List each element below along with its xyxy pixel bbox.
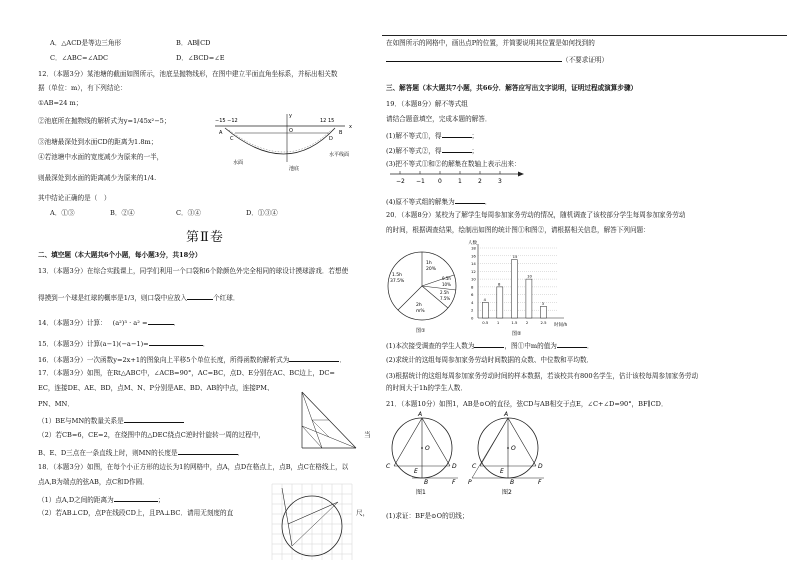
q19-part1: (1)解不等式①，得: [386, 132, 442, 140]
bar-value-label: 3: [541, 300, 545, 306]
nl-tick-5: 3: [498, 178, 502, 185]
pond-d: D: [329, 136, 333, 142]
pie-value-25h: 7.5%: [440, 296, 451, 301]
bar-category-label: 0.5: [482, 320, 489, 325]
q18-cont-tail: （不要求证明）: [562, 56, 609, 64]
pie-label-15h: 1.5h: [392, 273, 403, 278]
q17-blank-2[interactable]: [178, 447, 238, 455]
q17-part2: B、E、D三点在一条直线上时，则MN的长度是: [38, 449, 178, 457]
bar-1: [497, 287, 503, 318]
svg-text:C: C: [386, 463, 391, 470]
q17-tail: ．: [237, 449, 245, 457]
svg-text:C: C: [472, 463, 477, 470]
bar-ytick-label: 10: [471, 276, 476, 282]
q12-line-6: ④若池塘中水面的宽度减少为原来的一半，: [38, 153, 164, 161]
bar-ytick-label: 6: [471, 292, 474, 298]
q11-option-a: A．△ACD是等边三角形: [50, 39, 122, 47]
q17-blank-1[interactable]: [124, 415, 184, 423]
q19-blank-2[interactable]: [442, 145, 472, 153]
q13-text: 得摸到一个球是红球的概率是1/3，则口袋中应放入: [38, 294, 188, 302]
pie-label-25h: 2.5h: [440, 290, 449, 295]
q13-line-2: [38, 292, 239, 303]
q13-tail: 个红球．: [213, 294, 240, 302]
svg-text:F: F: [538, 479, 542, 486]
q15-line: [38, 338, 209, 349]
q16-line: [38, 354, 346, 365]
q20-part1-tail: ．: [586, 342, 594, 350]
bar-value-label: 8: [498, 281, 501, 287]
svg-text:E: E: [500, 468, 504, 475]
q15-blank[interactable]: [149, 338, 203, 346]
bar-ytick-label: 4: [471, 299, 474, 305]
fig1-caption: 图1: [416, 489, 426, 496]
q18-part1-tail: ；: [157, 496, 165, 504]
pond-water-label: 水面: [233, 160, 244, 166]
q12-line-7: 则最深处到水面的距离减少为原来的1/4.: [38, 174, 157, 182]
pie-caption: 图①: [416, 328, 426, 334]
q18-figure: [268, 480, 354, 564]
pie-label-1h: 1h: [426, 261, 432, 266]
bar-value-label: 15: [512, 254, 518, 260]
q19-blank-1[interactable]: [442, 130, 472, 138]
bar-value-label: 10: [527, 273, 532, 279]
pond-tick-right: 12 15: [320, 118, 335, 124]
nl-tick-3: 1: [458, 178, 462, 185]
q17-line-4: [38, 415, 184, 426]
bar-value-label: 4: [483, 296, 486, 302]
q18-blank[interactable]: [114, 494, 158, 502]
q20-line-6: 的时间大于1h的学生人数．: [386, 384, 467, 392]
svg-text:P: P: [468, 479, 472, 486]
nl-tick-2: 0: [438, 178, 442, 185]
svg-text:F: F: [452, 479, 456, 486]
q17-line-3: PN、MN．: [38, 400, 74, 408]
bar-ytick-label: 14: [471, 261, 476, 267]
q11-option-b: B．AB∥CD: [176, 39, 211, 47]
q21-figure-1: [382, 410, 462, 496]
q16-text: 16．（本题3分）一次函数y=2x+1的图象向上平移5个单位长度，所得函数的解析式为: [38, 356, 290, 364]
svg-text:A: A: [504, 411, 509, 418]
q17-figure: [296, 388, 362, 454]
pond-a: A: [219, 130, 223, 136]
pond-c: C: [230, 136, 234, 142]
bar-caption: 图②: [512, 331, 522, 337]
q14-blank[interactable]: [148, 317, 174, 325]
pond-level-label: 水平线面: [329, 152, 350, 158]
pie-value-05h: 10%: [442, 282, 451, 287]
q12-option-a: A．①③: [50, 209, 75, 217]
q16-tail: ．: [339, 356, 346, 364]
nl-tick-4: 2: [478, 178, 482, 185]
q18-cont-line-2: [386, 54, 608, 65]
bar-1.5: [511, 260, 517, 318]
q13-blank[interactable]: [187, 292, 213, 300]
pie-value-1h: 20%: [426, 267, 437, 272]
q14-expr: (a²)³ · a² =: [112, 319, 148, 327]
pond-figure: [205, 112, 355, 174]
bar-ytick-label: 8: [471, 284, 474, 290]
section3-header: 三、解答题（本大题共7小题，共66分．解答应写出文字说明，证明过程或演算步骤）: [386, 84, 638, 92]
q17-line-5-tail: 当: [364, 431, 371, 439]
q14-text: 14．（本题3分）计算：: [38, 319, 107, 327]
pond-origin: O: [289, 128, 293, 134]
right-column: [382, 0, 800, 566]
pond-x: x: [349, 124, 352, 130]
svg-text:D: D: [452, 463, 457, 470]
q15-text: 15．（本题3分）计算(a−1)(−a−1)=: [38, 340, 149, 348]
q12-line-4: ②池底所在抛物线的解析式为y=1/45x²−5；: [38, 117, 171, 125]
q17-line-5: （2）若CB=6，CE=2，在绕图中的△DEC绕点C逆时针旋转一周的过程中，: [38, 431, 265, 439]
bar-0.5: [482, 302, 488, 318]
q21-figure-2: [468, 410, 548, 496]
q12-line-2: 据（单位：m），有下列结论：: [38, 84, 127, 92]
q18-cont-blank[interactable]: [386, 54, 562, 62]
q19-line-4: [386, 145, 478, 156]
q18-cont-line-1: 在如图所示的网格中，画出点P的位置，并简要说明其位置是如何找到的: [386, 39, 595, 47]
number-line: [388, 168, 528, 188]
q20-line-1: 20．（本题8分）某校为了解学生每周参加家务劳动的情况，随机调查了该校部分学生每周参加家务劳动: [386, 211, 686, 219]
bar-ytick-label: 0: [471, 315, 474, 321]
pond-y: y: [289, 113, 292, 119]
section2-header: 二、填空题（本大题共6个小题，每小题3分，共18分）: [38, 251, 202, 259]
q19-blank-4[interactable]: [455, 196, 485, 204]
q17-part1: （1）BE与MN的数量关系是: [38, 417, 124, 425]
nl-tick-1: −1: [416, 178, 425, 185]
q16-blank[interactable]: [289, 354, 339, 362]
bar-category-label: 1: [496, 320, 500, 325]
q19-part1-tail: ；: [471, 132, 479, 140]
pie-label-2h: 2h: [416, 303, 422, 308]
q19-line-3: [386, 130, 478, 141]
svg-text:E: E: [414, 468, 418, 475]
q19-line-1: 19．（本题8分）解不等式组: [386, 100, 468, 108]
q18-line-3: [38, 494, 164, 505]
svg-text:B: B: [424, 479, 429, 486]
q18-line-4-tail: 尺，: [356, 509, 370, 517]
q18-line-2: 点A,B为端点的弦AB，点C和D作圆．: [38, 478, 149, 486]
fig2-caption: 图2: [502, 489, 512, 496]
bar-2: [526, 279, 532, 318]
q19-part4: (4)原不等式组的解集为: [386, 198, 455, 206]
q12-option-d: D．①③④: [246, 209, 278, 217]
pie-chart: [386, 246, 462, 336]
q12-option-c: C．③④: [176, 209, 201, 217]
q12-line-3: ①AB=24 m；: [38, 99, 83, 107]
q15-tail: ．: [202, 340, 210, 348]
q18-line-1: 18．（本题3分）如图，在每个小正方形的边长为1的网格中，点A，点D在格点上，点B，点C在格线上，以: [38, 463, 349, 471]
bar-2.5: [540, 306, 546, 318]
q21-line-2: (1)求证：BF是⊙O的切线；: [386, 512, 469, 520]
bar-category-label: 2.5: [540, 320, 547, 325]
q11-option-c: C．∠ABC=∠ADC: [50, 54, 109, 62]
bar-ytick-label: 16: [471, 253, 476, 259]
q19-part4-tail: ．: [484, 198, 492, 206]
q12-option-b: B．②④: [110, 209, 135, 217]
q19-part2: (2)解不等式②，得: [386, 147, 442, 155]
bar-category-label: 2: [525, 320, 529, 325]
q19-part2-tail: ；: [471, 147, 479, 155]
q12-line-5: ③池塘最深处到水面CD的距离为1.8m；: [38, 138, 158, 146]
nl-tick-0: −2: [396, 178, 405, 185]
q19-line-6: [386, 196, 491, 207]
svg-text:O: O: [511, 445, 516, 452]
pond-b: B: [339, 130, 343, 136]
bar-ytick-label: 12: [471, 268, 476, 274]
pie-value-2h: m%: [416, 309, 425, 314]
pie-value-15h: 37.5%: [390, 279, 405, 284]
q20-part1b: ，图①中m的值为: [504, 342, 557, 350]
q20-part1a: (1)本次接受调查的学生人数为: [386, 342, 475, 350]
q11-option-d: D．∠BCD=∠E: [176, 54, 225, 62]
q21-line-1: 21．（本题10分）如图1，AB是⊙O的直径，弦CD与AB相交于点E，∠C+∠D=90°，BF∥CD．: [386, 400, 668, 408]
q17-line-6: [38, 447, 244, 458]
q17-line-1: 17．（本题3分）如图，在Rt△ABC中，∠ACB=90°，AC=BC，点D、E分别在AC、BC边上，DC=: [38, 369, 335, 377]
bar-ytick-label: 18: [471, 245, 476, 251]
bar-ytick-label: 2: [471, 307, 474, 313]
q20-line-2: 的时间，根据调查结果，绘制出如图的统计图①和图②，请根据相关信息，解答下列问题：: [386, 226, 650, 234]
pie-label-05h: 0.5h: [442, 276, 451, 281]
q19-line-5: (3)把不等式①和②的解集在数轴上表示出来：: [386, 160, 521, 168]
q18-line-4: （2）若AB⊥CD，点P在线段CD上，且PA⊥BC．请用无刻度的直: [38, 509, 234, 517]
svg-text:A: A: [418, 411, 423, 418]
bar-chart: [464, 238, 574, 338]
pond-tick-left: −15 −12: [215, 118, 238, 124]
q20-line-4: (2)求统计的这组每周参加家务劳动时间数据的众数、中位数和平均数．: [386, 356, 594, 364]
bar-xlabel: 时间/h: [554, 323, 568, 328]
pond-bottom-label: 池底: [289, 166, 300, 172]
bar-category-label: 1.5: [511, 320, 518, 325]
q14-tail: ．: [173, 319, 181, 327]
q19-line-2: 请结合题意填空，完成本题的解答．: [386, 115, 492, 123]
q17-line-2: EC，连接DE、AE、BD，点M、N、P分别是AE、BD、AB的中点，连接PM、: [38, 384, 274, 392]
q12-line-1: 12．（本题3分）某池塘的截面如图所示，池底呈抛物线形，在图中建立平面直角坐标系，并标出相关数: [38, 70, 338, 78]
bar-ylabel: 人数: [468, 241, 477, 246]
section2-title: 第Ⅱ卷: [186, 230, 224, 245]
q13-line-1: 13．（本题3分）在综合实践课上，同学们利用一个口袋和6个除颜色外完全相同的球设计摸球游戏．若想使: [38, 267, 349, 275]
left-column: [0, 0, 378, 566]
q20-blank-2[interactable]: [557, 340, 587, 348]
q20-line-5: (3)根据统计的这组每周参加家务劳动时间的样本数据，若该校共有800名学生，估计该校每周参加家务劳动: [386, 372, 699, 380]
svg-text:B: B: [510, 479, 515, 486]
q20-blank-1[interactable]: [474, 340, 504, 348]
svg-text:O: O: [425, 445, 430, 452]
q12-line-8: 其中结论正确的是（ ）: [38, 194, 111, 202]
q14-line: [38, 317, 180, 328]
svg-text:D: D: [538, 463, 543, 470]
q20-line-3: [386, 340, 593, 351]
q18-part1: （1）点A,D之间的距离为: [38, 496, 114, 504]
